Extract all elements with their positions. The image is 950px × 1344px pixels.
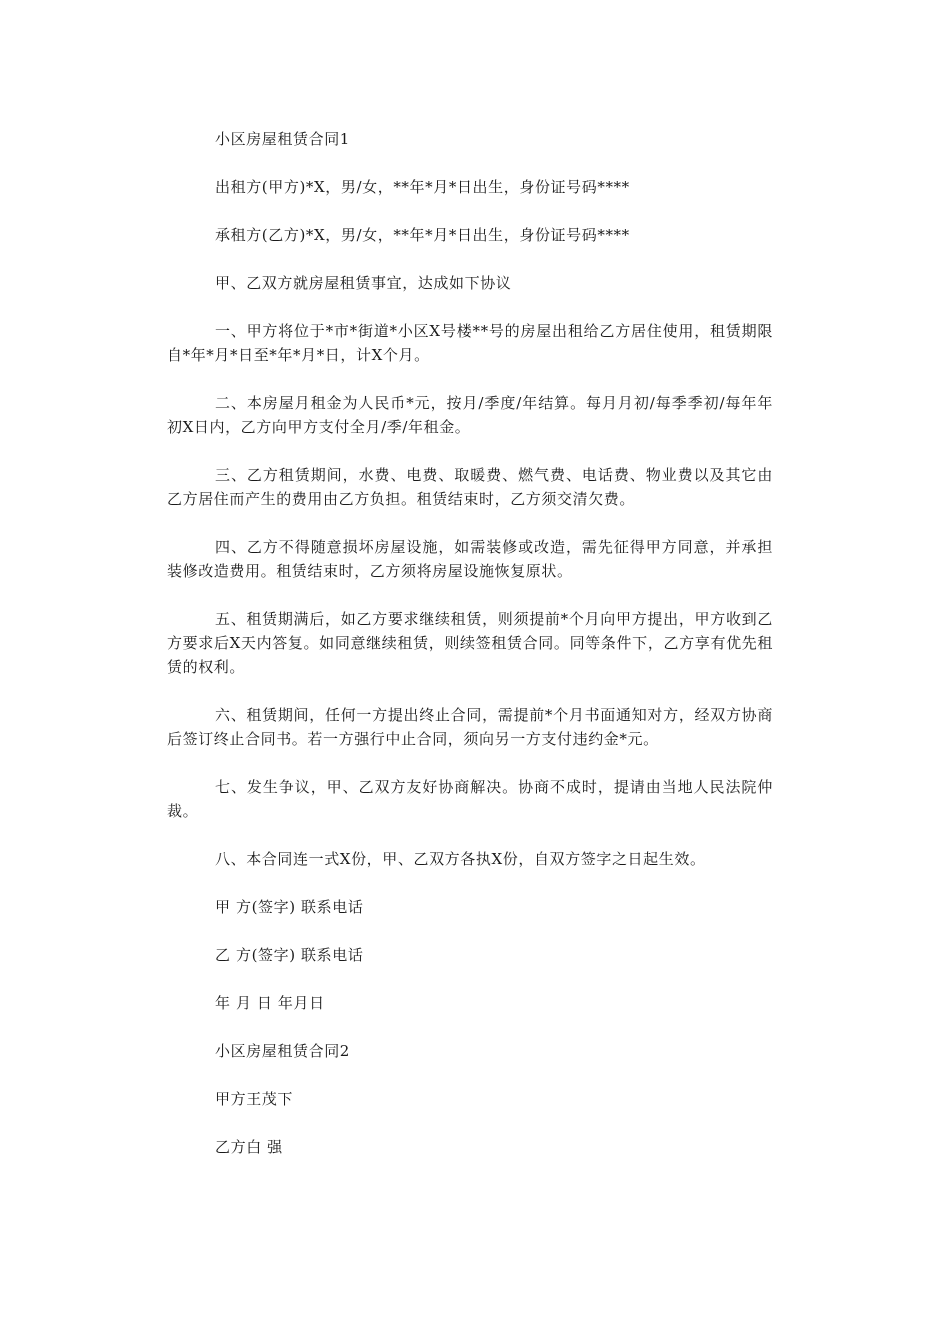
clause-1: 一、甲方将位于*市*街道*小区X号楼**号的房屋出租给乙方居住使用，租赁期限自*年*月*日至*年*月*日，计X个月。 xyxy=(167,322,773,364)
clause-7: 七、发生争议，甲、乙双方友好协商解决。协商不成时，提请由当地人民法院仲裁。 xyxy=(167,778,773,820)
party-b-signature-line: 乙 方(签字) 联系电话 xyxy=(215,946,364,964)
party-b-name: 乙方白 强 xyxy=(215,1138,283,1156)
clause-3: 三、乙方租赁期间，水费、电费、取暖费、燃气费、电话费、物业费以及其它由乙方居住而产生的费用由乙方负担。租赁结束时，乙方须交清欠费。 xyxy=(167,466,773,508)
lessee-line: 承租方(乙方)*X，男/女，**年*月*日出生，身份证号码**** xyxy=(215,226,630,244)
party-a-name: 甲方王茂下 xyxy=(215,1090,294,1108)
lessor-line: 出租方(甲方)*X，男/女，**年*月*日出生，身份证号码**** xyxy=(215,178,630,196)
agreement-intro: 甲、乙双方就房屋租赁事宜，达成如下协议 xyxy=(215,274,512,292)
party-a-signature-line: 甲 方(签字) 联系电话 xyxy=(215,898,364,916)
date-line: 年 月 日 年月日 xyxy=(215,994,325,1012)
document-title-1: 小区房屋租赁合同1 xyxy=(215,130,350,148)
clause-4: 四、乙方不得随意损坏房屋设施，如需装修或改造，需先征得甲方同意，并承担装修改造费用。租赁结束时，乙方须将房屋设施恢复原状。 xyxy=(167,538,773,580)
clause-6: 六、租赁期间，任何一方提出终止合同，需提前*个月书面通知对方，经双方协商后签订终止合同书。若一方强行中止合同，须向另一方支付违约金*元。 xyxy=(167,706,773,748)
clause-5: 五、租赁期满后，如乙方要求继续租赁，则须提前*个月向甲方提出，甲方收到乙方要求后X天内答复。如同意继续租赁，则续签租赁合同。同等条件下，乙方享有优先租赁的权利。 xyxy=(167,610,773,676)
document-title-2: 小区房屋租赁合同2 xyxy=(215,1042,350,1060)
clause-2: 二、本房屋月租金为人民币*元，按月/季度/年结算。每月月初/每季季初/每年年初X日内，乙方向甲方支付全月/季/年租金。 xyxy=(167,394,773,436)
document-body xyxy=(167,127,773,1183)
clause-8: 八、本合同连一式X份，甲、乙双方各执X份，自双方签字之日起生效。 xyxy=(215,850,706,868)
